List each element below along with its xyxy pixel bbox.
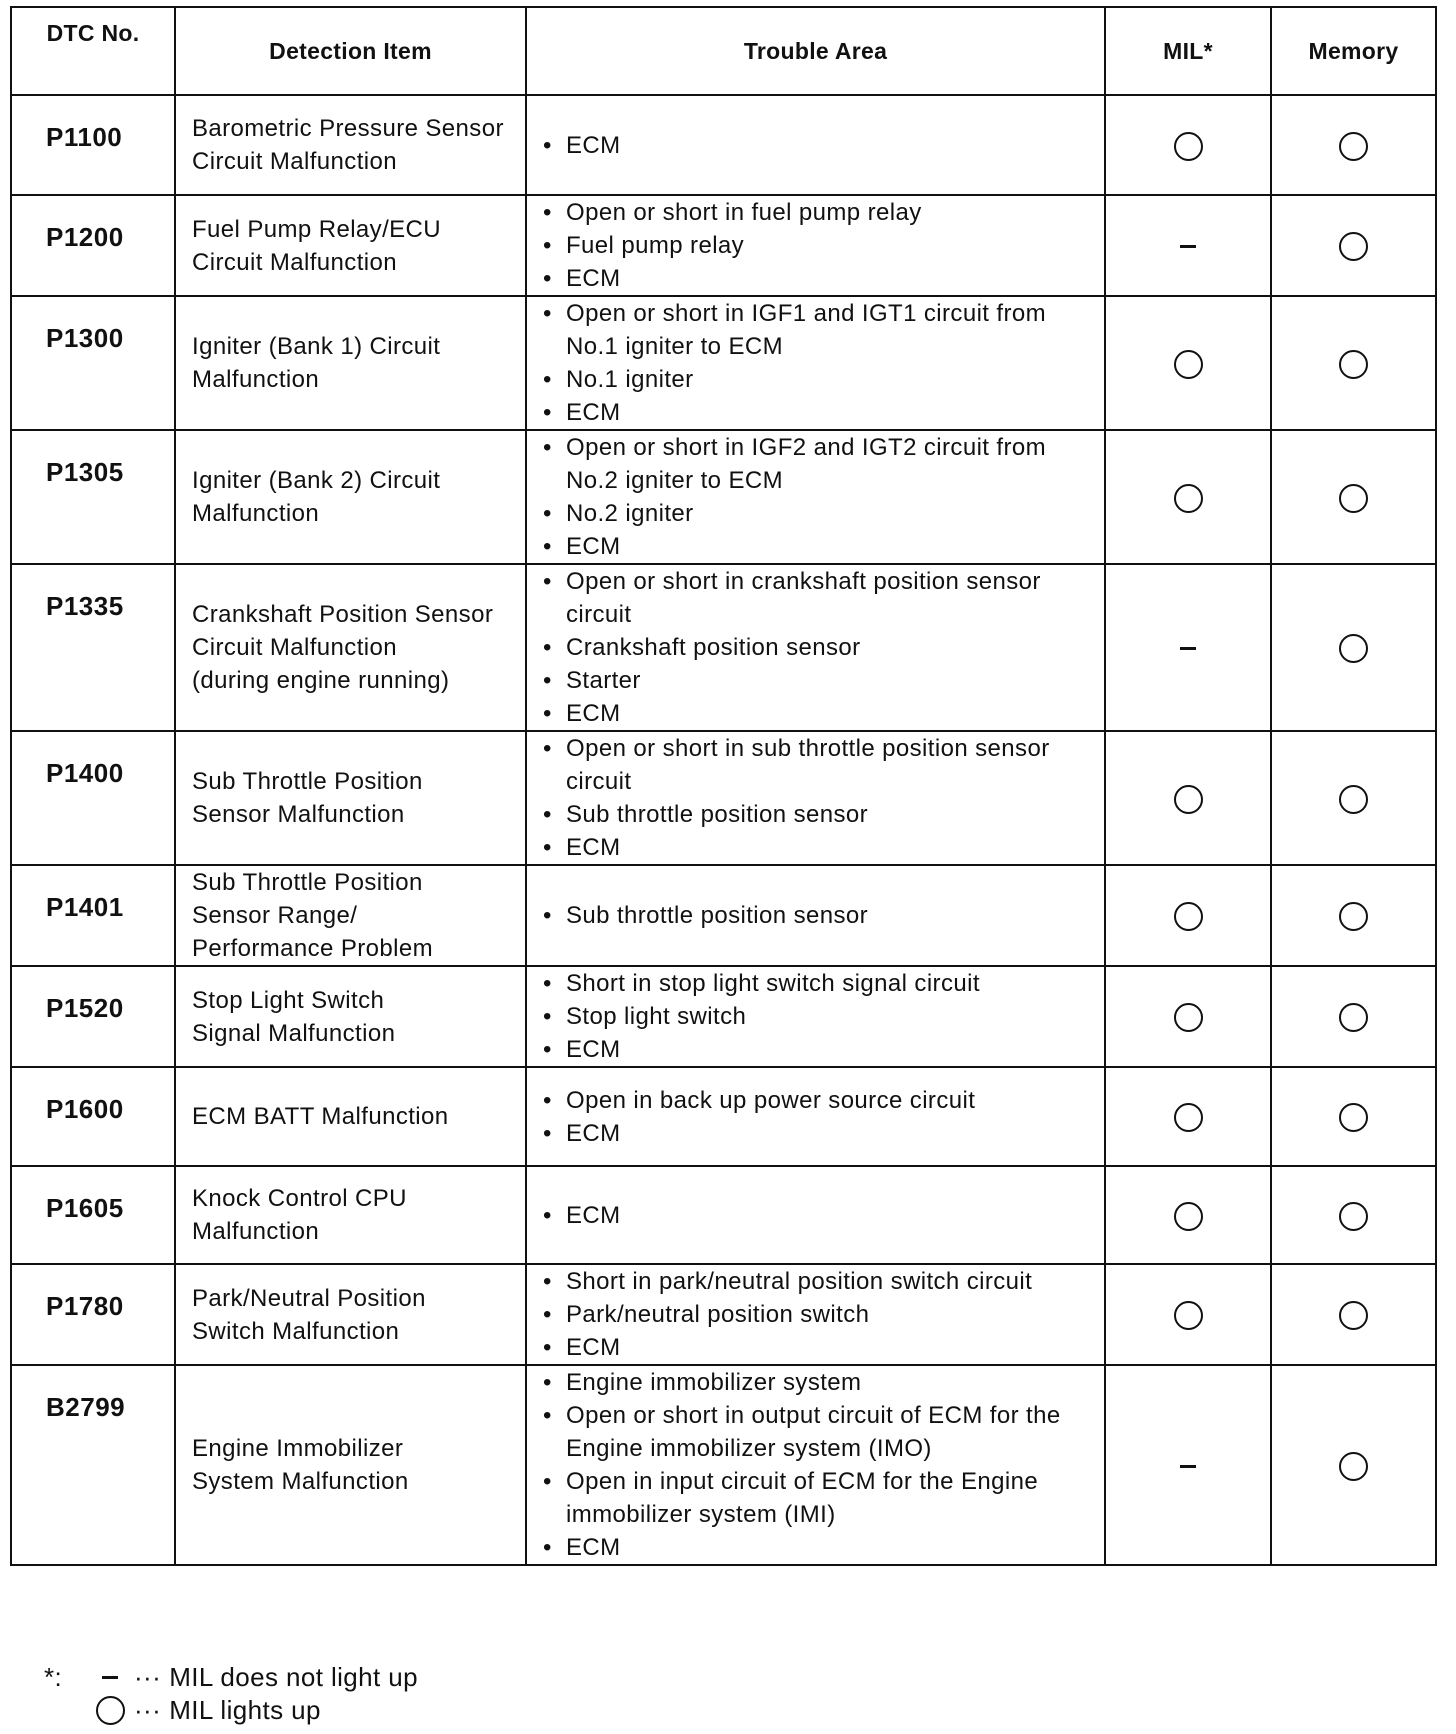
- dtc-code: P1605: [11, 1166, 175, 1264]
- legend-ellipsis: ···: [134, 1662, 162, 1692]
- detection-item-line: Park/Neutral Position: [192, 1284, 426, 1312]
- table-row: [11, 1166, 1436, 1264]
- mil-status: [1105, 1067, 1271, 1166]
- trouble-area-list: [543, 129, 1096, 162]
- circle-icon: [1339, 634, 1368, 663]
- trouble-area-item: • Park/neutral position switch: [543, 1298, 1096, 1331]
- trouble-area: [526, 95, 1105, 195]
- circle-icon: [1339, 1003, 1368, 1032]
- circle-icon: [1174, 350, 1203, 379]
- table-row: [11, 95, 1436, 195]
- detection-item: [175, 296, 526, 430]
- circle-icon: [1174, 1202, 1203, 1231]
- detection-item-line: System Malfunction: [192, 1468, 409, 1495]
- memory-status: [1271, 1067, 1436, 1166]
- trouble-area-item: • ECM: [543, 697, 1096, 730]
- detection-item-line: Switch Malfunction: [192, 1317, 400, 1345]
- trouble-area-item: • ECM: [543, 262, 1096, 295]
- trouble-area-item: • ECM: [543, 1033, 1096, 1066]
- mil-status: [1105, 564, 1271, 731]
- dtc-code: P1520: [11, 966, 175, 1067]
- trouble-area-item: • ECM: [543, 530, 1096, 563]
- circle-icon: [1339, 1301, 1368, 1330]
- detection-item: [175, 1365, 526, 1565]
- detection-item: [175, 430, 526, 564]
- trouble-area-item: • ECM: [543, 1117, 1096, 1150]
- mil-status: [1105, 95, 1271, 195]
- dash-icon: [1180, 647, 1196, 650]
- trouble-area: [526, 296, 1105, 430]
- trouble-area-item: • No.1 igniter: [543, 363, 1096, 396]
- circle-icon: [1174, 1003, 1203, 1032]
- trouble-area-list: [543, 732, 1096, 864]
- trouble-area: [526, 564, 1105, 731]
- trouble-area: [526, 1067, 1105, 1166]
- trouble-area-item: • Engine immobilizer system: [543, 1366, 1096, 1399]
- circle-icon: [1339, 232, 1368, 261]
- trouble-area-list: [543, 297, 1096, 429]
- circle-icon: [1339, 350, 1368, 379]
- circle-icon: [1339, 785, 1368, 814]
- legend-dash-row: [44, 1661, 418, 1694]
- table-row: [11, 865, 1436, 966]
- detection-item-line: Stop Light Switch: [192, 986, 385, 1014]
- table-row: [11, 195, 1436, 296]
- detection-item-line: (during engine running): [192, 667, 450, 694]
- detection-item: [175, 865, 526, 966]
- trouble-area-item: • Open or short in sub throttle position sensor circuit: [543, 732, 1096, 798]
- header-dtc-no: DTC No.: [11, 7, 175, 95]
- trouble-area: [526, 966, 1105, 1067]
- memory-status: [1271, 564, 1436, 731]
- dtc-code: P1300: [11, 296, 175, 430]
- dtc-code: P1335: [11, 564, 175, 731]
- dtc-code: P1200: [11, 195, 175, 296]
- detection-item-line: Signal Malfunction: [192, 1019, 396, 1047]
- dtc-code: P1400: [11, 731, 175, 865]
- trouble-area: [526, 195, 1105, 296]
- dash-icon: [1180, 1465, 1196, 1468]
- detection-item-line: Circuit Malfunction: [192, 148, 398, 175]
- header-mil: MIL*: [1105, 7, 1271, 95]
- trouble-area-item: • Open or short in IGF2 and IGT2 circuit from No.2 igniter to ECM: [543, 431, 1096, 497]
- detection-item-line: Malfunction: [192, 500, 320, 527]
- trouble-area-item: • Open in input circuit of ECM for the Engine immobilizer system (IMI): [543, 1465, 1096, 1531]
- legend-marker: *:: [44, 1662, 63, 1692]
- dtc-table: [10, 6, 1437, 1566]
- trouble-area-item: • Short in park/neutral position switch circuit: [543, 1265, 1096, 1298]
- detection-item: [175, 1264, 526, 1365]
- circle-icon: [1339, 1202, 1368, 1231]
- trouble-area-item: • ECM: [543, 1199, 1096, 1232]
- trouble-area-item: • ECM: [543, 129, 1096, 162]
- trouble-area-item: • Open or short in output circuit of ECM for the Engine immobilizer system (IMO): [543, 1399, 1096, 1465]
- detection-item-line: Crankshaft Position Sensor: [192, 601, 494, 628]
- circle-icon: [94, 1696, 126, 1725]
- mil-status: [1105, 966, 1271, 1067]
- trouble-area: [526, 1264, 1105, 1365]
- dash-icon: [1180, 245, 1196, 248]
- trouble-area: [526, 731, 1105, 865]
- detection-item-line: Sensor Malfunction: [192, 801, 405, 828]
- trouble-area-item: • Stop light switch: [543, 1000, 1096, 1033]
- detection-item-line: Circuit Malfunction: [192, 634, 398, 661]
- header-memory: Memory: [1271, 7, 1436, 95]
- table-row: [11, 1067, 1436, 1166]
- detection-item-line: Engine Immobilizer: [192, 1435, 404, 1462]
- dtc-table-container: [10, 6, 1437, 1566]
- trouble-area-item: • ECM: [543, 831, 1096, 864]
- trouble-area-item: • No.2 igniter: [543, 497, 1096, 530]
- memory-status: [1271, 966, 1436, 1067]
- circle-icon: [1174, 1301, 1203, 1330]
- detection-item-line: Igniter (Bank 1) Circuit: [192, 333, 441, 360]
- dash-icon: [94, 1676, 126, 1679]
- legend-circle-row: [44, 1694, 418, 1727]
- dtc-code: P1305: [11, 430, 175, 564]
- detection-item-line: Sub Throttle Position: [192, 869, 423, 896]
- trouble-area-item: • Open or short in crankshaft position sensor circuit: [543, 565, 1096, 631]
- table-row: [11, 731, 1436, 865]
- memory-status: [1271, 1166, 1436, 1264]
- circle-icon: [1174, 484, 1203, 513]
- circle-icon: [1339, 902, 1368, 931]
- table-row: [11, 564, 1436, 731]
- trouble-area-list: [543, 565, 1096, 730]
- dtc-code: P1600: [11, 1067, 175, 1166]
- detection-item-line: Malfunction: [192, 366, 320, 393]
- trouble-area-item: • Open or short in fuel pump relay: [543, 196, 1096, 229]
- detection-item: [175, 966, 526, 1067]
- detection-item: [175, 95, 526, 195]
- trouble-area-list: [543, 1265, 1096, 1364]
- dtc-code: P1100: [11, 95, 175, 195]
- trouble-area-list: [543, 431, 1096, 563]
- mil-status: [1105, 296, 1271, 430]
- detection-item: [175, 1067, 526, 1166]
- detection-item-line: Igniter (Bank 2) Circuit: [192, 467, 441, 494]
- legend-dash-text: MIL does not light up: [169, 1662, 418, 1692]
- trouble-area-item: • Fuel pump relay: [543, 229, 1096, 262]
- trouble-area-item: • Sub throttle position sensor: [543, 798, 1096, 831]
- memory-status: [1271, 430, 1436, 564]
- trouble-area-item: • Crankshaft position sensor: [543, 631, 1096, 664]
- detection-item-line: Performance Problem: [192, 935, 434, 962]
- mil-status: [1105, 430, 1271, 564]
- detection-item-line: Fuel Pump Relay/ECU: [192, 215, 442, 243]
- trouble-area-list: [543, 1084, 1096, 1150]
- detection-item-line: Sensor Range/: [192, 902, 358, 929]
- trouble-area-item: • ECM: [543, 1331, 1096, 1364]
- detection-item-line: Malfunction: [192, 1218, 320, 1245]
- table-row: [11, 1264, 1436, 1365]
- memory-status: [1271, 195, 1436, 296]
- memory-status: [1271, 95, 1436, 195]
- mil-status: [1105, 865, 1271, 966]
- header-trouble-area: Trouble Area: [526, 7, 1105, 95]
- trouble-area-item: • Short in stop light switch signal circuit: [543, 967, 1096, 1000]
- memory-status: [1271, 865, 1436, 966]
- trouble-area: [526, 1365, 1105, 1565]
- memory-status: [1271, 731, 1436, 865]
- table-row: [11, 1365, 1436, 1565]
- trouble-area: [526, 430, 1105, 564]
- trouble-area-list: [543, 899, 1096, 932]
- circle-icon: [1339, 1103, 1368, 1132]
- circle-icon: [1174, 902, 1203, 931]
- circle-icon: [1174, 132, 1203, 161]
- dtc-code: P1780: [11, 1264, 175, 1365]
- trouble-area-list: [543, 967, 1096, 1066]
- detection-item-line: Circuit Malfunction: [192, 248, 398, 276]
- trouble-area-item: • Sub throttle position sensor: [543, 899, 1096, 932]
- table-body: [11, 95, 1436, 1565]
- detection-item-line: Barometric Pressure Sensor: [192, 115, 504, 142]
- mil-status: [1105, 1365, 1271, 1565]
- trouble-area-list: [543, 196, 1096, 295]
- trouble-area-item: • ECM: [543, 396, 1096, 429]
- trouble-area: [526, 865, 1105, 966]
- mil-status: [1105, 1166, 1271, 1264]
- detection-item-line: Knock Control CPU: [192, 1185, 407, 1212]
- memory-status: [1271, 1365, 1436, 1565]
- circle-icon: [1339, 132, 1368, 161]
- table-row: [11, 430, 1436, 564]
- detection-item: [175, 731, 526, 865]
- dtc-code: P1401: [11, 865, 175, 966]
- trouble-area-item: • Open or short in IGF1 and IGT1 circuit from No.1 igniter to ECM: [543, 297, 1096, 363]
- circle-icon: [1339, 1452, 1368, 1481]
- trouble-area-item: • Starter: [543, 664, 1096, 697]
- trouble-area-list: [543, 1366, 1096, 1564]
- circle-icon: [1174, 785, 1203, 814]
- circle-icon: [1174, 1103, 1203, 1132]
- legend-ellipsis-2: ···: [134, 1695, 162, 1725]
- detection-item: [175, 564, 526, 731]
- legend-circle-text: MIL lights up: [169, 1695, 321, 1725]
- dtc-code: B2799: [11, 1365, 175, 1565]
- detection-item: [175, 195, 526, 296]
- detection-item-line: ECM BATT Malfunction: [192, 1103, 449, 1130]
- mil-status: [1105, 731, 1271, 865]
- table-header: [11, 7, 1436, 95]
- trouble-area-list: [543, 1199, 1096, 1232]
- circle-icon: [1339, 484, 1368, 513]
- table-row: [11, 966, 1436, 1067]
- trouble-area-item: • ECM: [543, 1531, 1096, 1564]
- mil-status: [1105, 195, 1271, 296]
- trouble-area-item: • Open in back up power source circuit: [543, 1084, 1096, 1117]
- trouble-area: [526, 1166, 1105, 1264]
- mil-status: [1105, 1264, 1271, 1365]
- memory-status: [1271, 296, 1436, 430]
- table-row: [11, 296, 1436, 430]
- memory-status: [1271, 1264, 1436, 1365]
- detection-item-line: Sub Throttle Position: [192, 768, 423, 795]
- header-detection-item: Detection Item: [175, 7, 526, 95]
- detection-item: [175, 1166, 526, 1264]
- legend: [44, 1661, 418, 1727]
